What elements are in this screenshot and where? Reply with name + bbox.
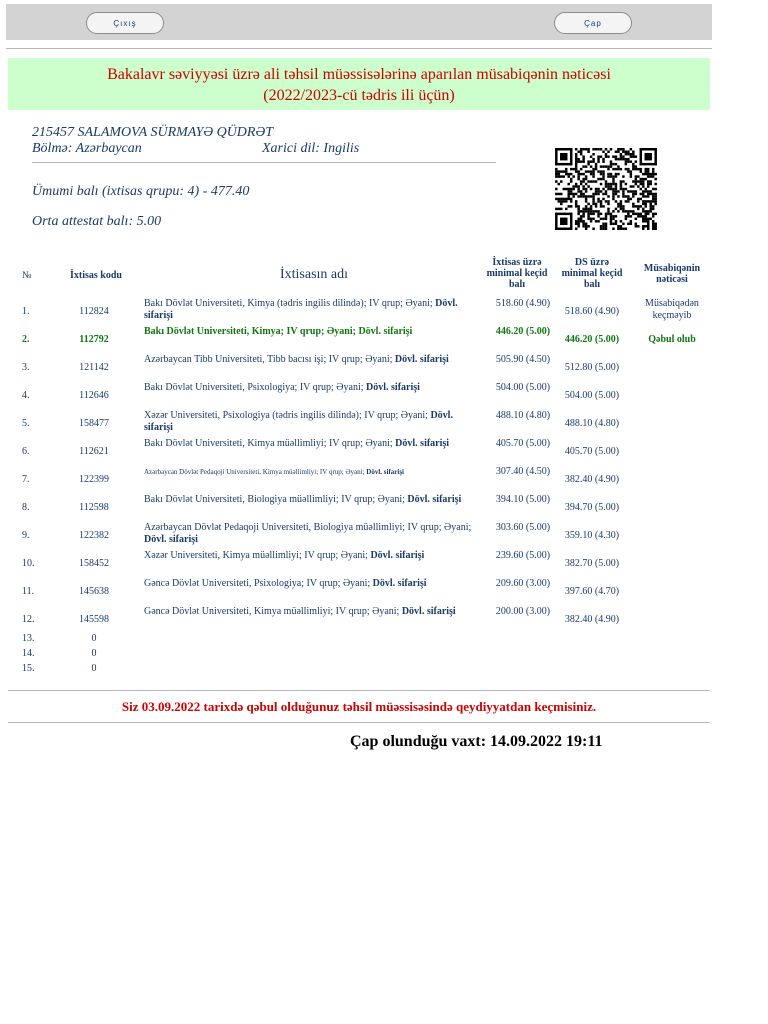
- specialty-code: 145638: [79, 586, 109, 597]
- ds-score: 512.80 (5.00): [564, 362, 620, 373]
- min-score: 303.60 (5.00): [495, 522, 551, 533]
- ds-score: 397.60 (4.70): [564, 586, 620, 597]
- result-status: Müsabiqədən keçməyib: [645, 298, 699, 321]
- specialty-name: [144, 550, 484, 562]
- print-time: Çap olunduğu vaxt: 14.09.2022 19:11: [350, 733, 603, 750]
- header-ds-score: DS üzrə minimal keçid balı: [561, 257, 623, 290]
- specialty-name-text: Xəzər Universiteti, Kimya müəllimliyi; IV qrup; Əyani;: [144, 550, 371, 561]
- specialty-name-text: Bakı Dövlət Universiteti, Psixologiya; IV qrup; Əyani;: [144, 382, 367, 393]
- state-order-label: Dövl. sifarişi: [395, 438, 450, 449]
- ds-score: 488.10 (4.80): [564, 418, 620, 429]
- specialty-name-text: Gəncə Dövlət Universiteti, Kimya müəllimliyi; IV qrup; Əyani;: [144, 606, 402, 617]
- total-score: Ümumi balı (ixtisas qrupu: 4) - 477.40: [32, 184, 250, 199]
- row-number: 15.: [22, 663, 35, 674]
- header-number: №: [22, 270, 32, 281]
- ds-score: 518.60 (4.90): [564, 306, 620, 317]
- ds-score: 405.70 (5.00): [564, 446, 620, 457]
- specialty-code: 122399: [79, 474, 109, 485]
- row-number: 11.: [22, 586, 35, 597]
- row-number: 9.: [22, 530, 30, 541]
- state-order-label: Dövl. sifarişi: [401, 606, 456, 617]
- min-score: 446.20 (5.00): [495, 326, 551, 337]
- min-score: 394.10 (5.00): [495, 494, 551, 505]
- divider: [6, 48, 712, 49]
- specialty-name-text: Bakı Dövlət Universiteti, Kimya müəllimliyi; IV qrup; Əyani;: [144, 438, 396, 449]
- ds-score: 382.70 (5.00): [564, 558, 620, 569]
- min-score: 405.70 (5.00): [495, 438, 551, 449]
- row-number: 13.: [22, 633, 35, 644]
- specialty-code: 0: [91, 648, 97, 659]
- banner-subtitle: (2022/2023-cü tədris ili üçün): [263, 87, 455, 104]
- specialty-name: [144, 326, 484, 338]
- specialty-name-text: Azərbaycan Dövlət Pedaqoji Universiteti, Biologiya müəllimliyi; IV qrup; Əyani;: [144, 522, 472, 533]
- result-status: Qəbul olub: [648, 334, 696, 345]
- specialty-code: 145598: [79, 614, 109, 625]
- specialty-name: [144, 468, 484, 477]
- specialty-code: 0: [91, 633, 97, 644]
- ds-score: 359.10 (4.30): [564, 530, 620, 541]
- result-banner: [8, 58, 710, 110]
- ds-score: 394.70 (5.00): [564, 502, 620, 513]
- specialty-name-text: Bakı Dövlət Universiteti, Kimya; IV qrup; Əyani;: [144, 326, 359, 337]
- specialty-name: [144, 354, 484, 366]
- divider: [32, 162, 496, 163]
- state-order-label: Dövl. sifarişi: [358, 326, 413, 337]
- specialty-name: [144, 522, 484, 546]
- divider: [8, 690, 710, 691]
- min-score: 488.10 (4.80): [495, 410, 551, 421]
- header-name: İxtisasın adı: [279, 267, 349, 282]
- row-number: 10.: [22, 558, 35, 569]
- ds-score: 382.40 (4.90): [564, 474, 620, 485]
- specialty-name: [144, 298, 484, 322]
- print-button[interactable]: Çap: [554, 12, 632, 34]
- specialty-name: [144, 382, 484, 394]
- row-number: 6.: [22, 446, 30, 457]
- row-number: 14.: [22, 648, 35, 659]
- row-number: 4.: [22, 390, 30, 401]
- row-number: 12.: [22, 614, 35, 625]
- specialty-code: 112646: [79, 390, 109, 401]
- toolbar: [6, 4, 712, 40]
- specialty-code: 122382: [79, 530, 109, 541]
- specialty-name-text: Azərbaycan Dövlət Pedaqoji Universiteti, Kimya müəllimliyi; IV qrup; Əyani;: [144, 468, 367, 476]
- specialty-code: 0: [91, 663, 97, 674]
- specialty-code: 112598: [79, 502, 109, 513]
- specialty-name-text: Azərbaycan Tibb Universiteti, Tibb bacısı işi; IV qrup; Əyani;: [144, 354, 395, 365]
- applicant-name: 215457 SALAMOVA SÜRMAYƏ QÜDRƏT: [32, 125, 273, 140]
- banner-title: Bakalavr səviyyəsi üzrə ali təhsil müəssisələrinə aparılan müsabiqənin nəticəsi: [107, 66, 611, 83]
- header-result: Müsabiqənin nəticəsi: [643, 263, 701, 285]
- specialty-name-text: Bakı Dövlət Universiteti, Kimya (tədris ingilis dilində); IV qrup; Əyani;: [144, 298, 436, 309]
- state-order-label: Dövl. sifarişi: [394, 354, 449, 365]
- state-order-label: Dövl. sifarişi: [366, 468, 405, 476]
- ds-score: 446.20 (5.00): [564, 334, 620, 345]
- header-code: İxtisas kodu: [70, 270, 122, 281]
- specialty-name-text: Xəzər Universiteti, Psixologiya (tədris ingilis dilində); IV qrup; Əyani;: [144, 410, 431, 421]
- state-order-label: Dövl. sifarişi: [372, 578, 427, 589]
- state-order-label: Dövl. sifarişi: [144, 298, 458, 321]
- row-number: 5.: [22, 418, 30, 429]
- min-score: 518.60 (4.90): [495, 298, 551, 309]
- specialty-name-text: Gəncə Dövlət Universiteti, Psixologiya; IV qrup; Əyani;: [144, 578, 373, 589]
- specialty-code: 121142: [79, 362, 109, 373]
- ds-score: 504.00 (5.00): [564, 390, 620, 401]
- qr-code-icon: [554, 148, 658, 230]
- exit-button[interactable]: Çıxış: [86, 12, 164, 34]
- specialty-name-text: Bakı Dövlət Universiteti, Biologiya müəllimliyi; IV qrup; Əyani;: [144, 494, 408, 505]
- specialty-name: [144, 410, 484, 434]
- specialty-name: [144, 578, 484, 590]
- state-order-label: Dövl. sifarişi: [370, 550, 425, 561]
- row-number: 8.: [22, 502, 30, 513]
- specialty-name: [144, 606, 484, 618]
- state-order-label: Dövl. sifarişi: [144, 410, 453, 433]
- row-number: 7.: [22, 474, 30, 485]
- specialty-code: 112792: [79, 334, 109, 345]
- row-number: 3.: [22, 362, 30, 373]
- min-score: 209.60 (3.00): [495, 578, 551, 589]
- specialty-name: [144, 438, 484, 450]
- state-order-label: Dövl. sifarişi: [144, 534, 198, 545]
- specialty-name: [144, 494, 484, 506]
- state-order-label: Dövl. sifarişi: [366, 382, 420, 393]
- specialty-code: 158477: [79, 418, 109, 429]
- min-score: 200.00 (3.00): [495, 606, 551, 617]
- min-score: 239.60 (5.00): [495, 550, 551, 561]
- row-number: 2.: [22, 334, 30, 345]
- header-min-score: İxtisas üzrə minimal keçid balı: [486, 257, 548, 290]
- registration-note: Siz 03.09.2022 tarixdə qəbul olduğunuz təhsil müəssisəsində qeydiyyatdan keçmisiniz.: [121, 699, 597, 714]
- min-score: 504.00 (5.00): [495, 382, 551, 393]
- row-number: 1.: [22, 306, 30, 317]
- ds-score: 382.40 (4.90): [564, 614, 620, 625]
- attestat-score: Orta attestat balı: 5.00: [32, 214, 162, 229]
- foreign-language-label: Xarici dil: Ingilis: [262, 141, 360, 156]
- specialty-code: 112621: [79, 446, 109, 457]
- specialty-code: 158452: [79, 558, 109, 569]
- section-label: Bölmə: Azərbaycan: [32, 141, 142, 156]
- min-score: 307.40 (4.50): [495, 466, 551, 477]
- state-order-label: Dövl. sifarişi: [407, 494, 462, 505]
- divider: [8, 722, 710, 723]
- specialty-code: 112824: [79, 306, 109, 317]
- min-score: 505.90 (4.50): [495, 354, 551, 365]
